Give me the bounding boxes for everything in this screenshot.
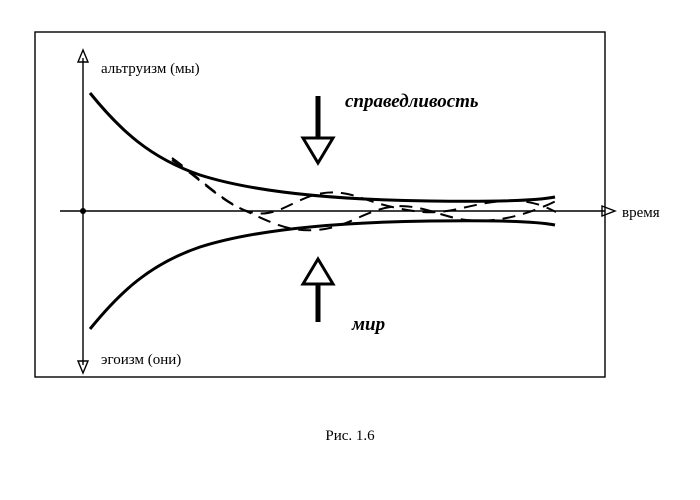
annotation-justice-label: справедливость — [345, 91, 479, 112]
origin-dot-icon — [80, 208, 86, 214]
arrow-up-icon — [303, 259, 333, 322]
figure-caption: Рис. 1.6 — [325, 428, 375, 444]
x-axis-label: время — [622, 205, 660, 221]
curve-dashed-b — [172, 160, 556, 214]
y-axis-bottom-label: эгоизм (они) — [101, 352, 182, 368]
y-axis-top-label: альтруизм (мы) — [101, 61, 200, 77]
arrow-down-icon — [303, 96, 333, 163]
curve-dashed-a — [172, 158, 556, 230]
figure-border — [35, 32, 605, 377]
annotation-peace-label: мир — [352, 314, 386, 335]
